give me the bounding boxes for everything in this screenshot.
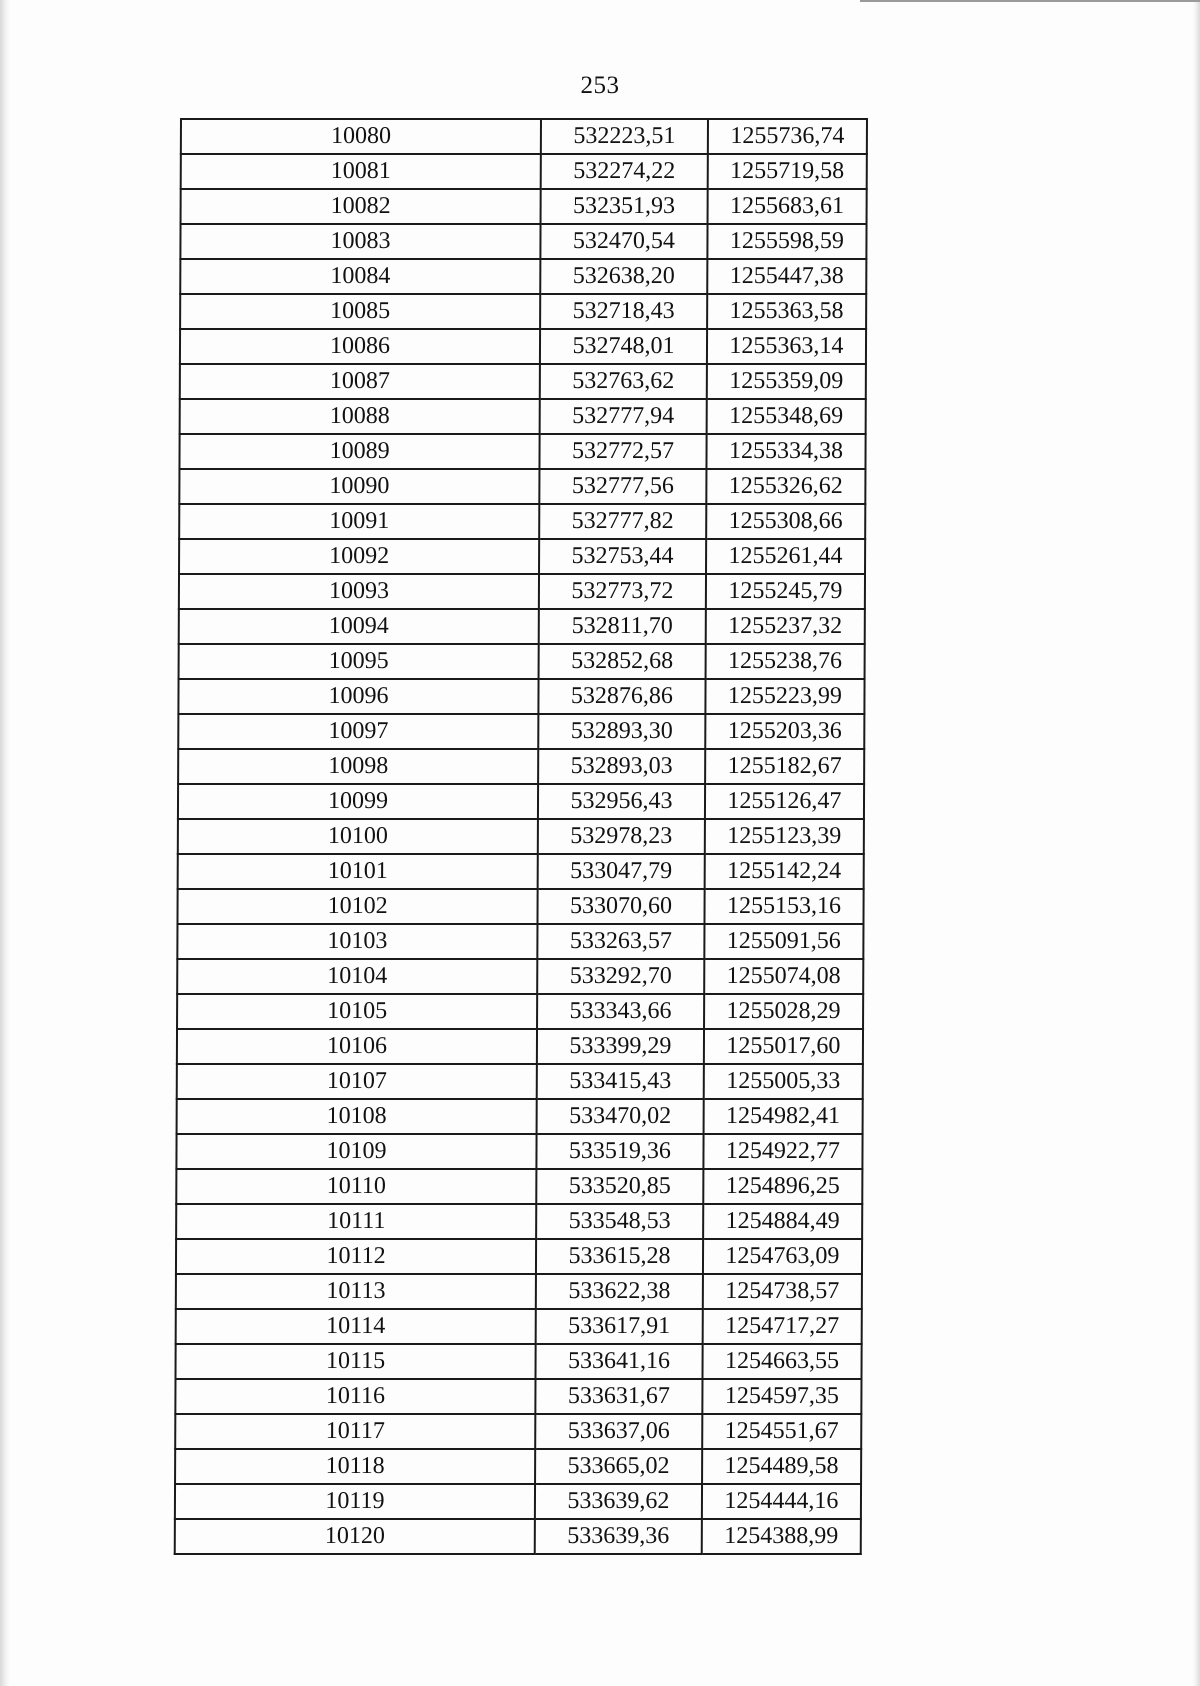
point-number-cell: 10119 [175, 1484, 535, 1519]
y-coordinate-cell: 1255091,56 [704, 924, 863, 959]
x-coordinate-cell: 533343,66 [537, 994, 704, 1029]
point-number-cell: 10089 [179, 434, 539, 469]
y-coordinate-cell: 1255238,76 [705, 644, 864, 679]
point-number-cell: 10118 [175, 1449, 535, 1484]
x-coordinate-cell: 532852,68 [539, 644, 706, 679]
scan-top-edge-line [860, 0, 1200, 2]
table-row [179, 574, 865, 609]
y-coordinate-cell: 1255245,79 [706, 574, 865, 609]
point-number-cell: 10103 [177, 924, 537, 959]
y-coordinate-cell: 1255017,60 [704, 1029, 863, 1064]
table-row [177, 1029, 863, 1064]
y-coordinate-cell: 1255683,61 [707, 189, 866, 224]
y-coordinate-cell: 1255074,08 [704, 959, 863, 994]
x-coordinate-cell: 532956,43 [538, 784, 705, 819]
y-coordinate-cell: 1255598,59 [707, 224, 866, 259]
y-coordinate-cell: 1255223,99 [705, 679, 864, 714]
scan-left-edge [0, 0, 10, 1686]
point-number-cell: 10093 [179, 574, 539, 609]
x-coordinate-cell: 532876,86 [538, 679, 705, 714]
x-coordinate-cell: 533415,43 [537, 1064, 704, 1099]
point-number-cell: 10101 [178, 854, 538, 889]
y-coordinate-cell: 1254489,58 [702, 1449, 861, 1484]
x-coordinate-cell: 532893,30 [538, 714, 705, 749]
scan-right-edge [1192, 0, 1200, 1686]
point-number-cell: 10086 [180, 329, 540, 364]
x-coordinate-cell: 533519,36 [537, 1134, 704, 1169]
point-number-cell: 10096 [178, 679, 538, 714]
x-coordinate-cell: 533292,70 [537, 959, 704, 994]
point-number-cell: 10097 [178, 714, 538, 749]
x-coordinate-cell: 533641,16 [536, 1344, 703, 1379]
table-row [177, 1099, 863, 1134]
y-coordinate-cell: 1255447,38 [707, 259, 866, 294]
table-row [179, 469, 865, 504]
x-coordinate-cell: 532777,94 [540, 399, 707, 434]
y-coordinate-cell: 1255719,58 [708, 154, 867, 189]
x-coordinate-cell: 533639,36 [535, 1519, 702, 1554]
coordinates-table-body [175, 119, 867, 1554]
y-coordinate-cell: 1255348,69 [706, 399, 865, 434]
table-row [178, 679, 864, 714]
x-coordinate-cell: 532748,01 [540, 329, 707, 364]
table-row [181, 189, 867, 224]
coordinates-table [174, 118, 868, 1555]
y-coordinate-cell: 1254738,57 [703, 1274, 862, 1309]
y-coordinate-cell: 1254922,77 [703, 1134, 862, 1169]
y-coordinate-cell: 1255203,36 [705, 714, 864, 749]
y-coordinate-cell: 1255237,32 [706, 609, 865, 644]
y-coordinate-cell: 1255142,24 [704, 854, 863, 889]
point-number-cell: 10098 [178, 749, 538, 784]
x-coordinate-cell: 532274,22 [541, 154, 708, 189]
point-number-cell: 10091 [179, 504, 539, 539]
table-row [179, 504, 865, 539]
y-coordinate-cell: 1254884,49 [703, 1204, 862, 1239]
point-number-cell: 10112 [176, 1239, 536, 1274]
x-coordinate-cell: 532351,93 [541, 189, 708, 224]
point-number-cell: 10114 [176, 1309, 536, 1344]
x-coordinate-cell: 533399,29 [537, 1029, 704, 1064]
point-number-cell: 10080 [181, 119, 541, 154]
table-row [175, 1344, 861, 1379]
x-coordinate-cell: 532773,72 [539, 574, 706, 609]
table-row [177, 924, 863, 959]
table-row [180, 364, 866, 399]
point-number-cell: 10085 [180, 294, 540, 329]
point-number-cell: 10110 [176, 1169, 536, 1204]
point-number-cell: 10113 [176, 1274, 536, 1309]
point-number-cell: 10092 [179, 539, 539, 574]
table-row [177, 959, 863, 994]
table-row [180, 399, 866, 434]
y-coordinate-cell: 1254388,99 [702, 1519, 861, 1554]
point-number-cell: 10120 [175, 1519, 535, 1554]
x-coordinate-cell: 533622,38 [536, 1274, 703, 1309]
table-row [175, 1414, 861, 1449]
x-coordinate-cell: 532470,54 [540, 224, 707, 259]
table-row [177, 889, 863, 924]
table-row [177, 1064, 863, 1099]
page-number: 253 [580, 72, 620, 99]
table-row [178, 749, 864, 784]
point-number-cell: 10111 [176, 1204, 536, 1239]
y-coordinate-cell: 1255028,29 [704, 994, 863, 1029]
x-coordinate-cell: 533617,91 [536, 1309, 703, 1344]
y-coordinate-cell: 1254551,67 [702, 1414, 861, 1449]
table-row [181, 154, 867, 189]
table-row [179, 609, 865, 644]
table-row [176, 1309, 862, 1344]
point-number-cell: 10105 [177, 994, 537, 1029]
point-number-cell: 10095 [179, 644, 539, 679]
y-coordinate-cell: 1254597,35 [702, 1379, 861, 1414]
x-coordinate-cell: 532978,23 [538, 819, 705, 854]
table-row [176, 1204, 862, 1239]
point-number-cell: 10117 [175, 1414, 535, 1449]
table-row [175, 1519, 861, 1554]
table-row [176, 1134, 862, 1169]
table-row [181, 119, 867, 154]
x-coordinate-cell: 533548,53 [536, 1204, 703, 1239]
x-coordinate-cell: 533263,57 [537, 924, 704, 959]
table-row [175, 1484, 861, 1519]
point-number-cell: 10108 [177, 1099, 537, 1134]
x-coordinate-cell: 532638,20 [540, 259, 707, 294]
point-number-cell: 10083 [180, 224, 540, 259]
y-coordinate-cell: 1254444,16 [702, 1484, 861, 1519]
table-row [178, 854, 864, 889]
x-coordinate-cell: 533631,67 [535, 1379, 702, 1414]
y-coordinate-cell: 1254982,41 [703, 1099, 862, 1134]
table-row [178, 784, 864, 819]
y-coordinate-cell: 1255363,14 [707, 329, 866, 364]
x-coordinate-cell: 533637,06 [535, 1414, 702, 1449]
table-row [175, 1379, 861, 1414]
x-coordinate-cell: 532893,03 [538, 749, 705, 784]
table-row [175, 1449, 861, 1484]
point-number-cell: 10087 [180, 364, 540, 399]
table-row [178, 714, 864, 749]
point-number-cell: 10100 [178, 819, 538, 854]
point-number-cell: 10107 [177, 1064, 537, 1099]
x-coordinate-cell: 532777,82 [539, 504, 706, 539]
x-coordinate-cell: 533470,02 [537, 1099, 704, 1134]
point-number-cell: 10109 [176, 1134, 536, 1169]
point-number-cell: 10088 [180, 399, 540, 434]
x-coordinate-cell: 532777,56 [539, 469, 706, 504]
x-coordinate-cell: 532772,57 [540, 434, 707, 469]
y-coordinate-cell: 1255123,39 [705, 819, 864, 854]
y-coordinate-cell: 1254717,27 [702, 1309, 861, 1344]
x-coordinate-cell: 532753,44 [539, 539, 706, 574]
y-coordinate-cell: 1255261,44 [706, 539, 865, 574]
y-coordinate-cell: 1255363,58 [707, 294, 866, 329]
x-coordinate-cell: 532763,62 [540, 364, 707, 399]
table-row [179, 434, 865, 469]
x-coordinate-cell: 533047,79 [538, 854, 705, 889]
x-coordinate-cell: 532223,51 [541, 119, 708, 154]
point-number-cell: 10094 [179, 609, 539, 644]
y-coordinate-cell: 1255126,47 [705, 784, 864, 819]
x-coordinate-cell: 533520,85 [536, 1169, 703, 1204]
x-coordinate-cell: 533070,60 [538, 889, 705, 924]
y-coordinate-cell: 1255005,33 [704, 1064, 863, 1099]
point-number-cell: 10090 [179, 469, 539, 504]
point-number-cell: 10099 [178, 784, 538, 819]
table-row [176, 1274, 862, 1309]
point-number-cell: 10102 [177, 889, 537, 924]
y-coordinate-cell: 1255182,67 [705, 749, 864, 784]
point-number-cell: 10104 [177, 959, 537, 994]
y-coordinate-cell: 1255308,66 [706, 504, 865, 539]
table-row [178, 819, 864, 854]
point-number-cell: 10115 [175, 1344, 535, 1379]
x-coordinate-cell: 533665,02 [535, 1449, 702, 1484]
y-coordinate-cell: 1255334,38 [706, 434, 865, 469]
table-row [180, 294, 866, 329]
table-row [176, 1239, 862, 1274]
table-row [180, 329, 866, 364]
point-number-cell: 10106 [177, 1029, 537, 1064]
y-coordinate-cell: 1255326,62 [706, 469, 865, 504]
x-coordinate-cell: 532718,43 [540, 294, 707, 329]
table-row [176, 1169, 862, 1204]
point-number-cell: 10082 [181, 189, 541, 224]
table-row [177, 994, 863, 1029]
point-number-cell: 10081 [181, 154, 541, 189]
point-number-cell: 10084 [180, 259, 540, 294]
x-coordinate-cell: 533639,62 [535, 1484, 702, 1519]
y-coordinate-cell: 1255736,74 [708, 119, 867, 154]
table-row [179, 539, 865, 574]
table-row [180, 259, 866, 294]
table-row [180, 224, 866, 259]
y-coordinate-cell: 1254663,55 [702, 1344, 861, 1379]
y-coordinate-cell: 1254896,25 [703, 1169, 862, 1204]
y-coordinate-cell: 1254763,09 [703, 1239, 862, 1274]
y-coordinate-cell: 1255359,09 [707, 364, 866, 399]
point-number-cell: 10116 [175, 1379, 535, 1414]
x-coordinate-cell: 533615,28 [536, 1239, 703, 1274]
table-row [179, 644, 865, 679]
x-coordinate-cell: 532811,70 [539, 609, 706, 644]
y-coordinate-cell: 1255153,16 [704, 889, 863, 924]
